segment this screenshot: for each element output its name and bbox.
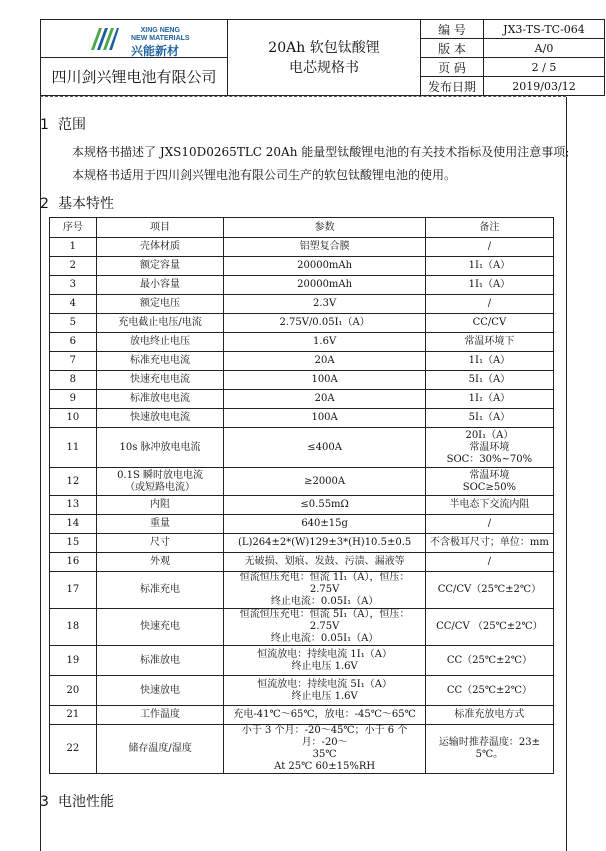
cell-no: 21 xyxy=(50,706,97,725)
cell-note-line: 常温环境 xyxy=(469,441,510,453)
cell-item-line: 快速放电 xyxy=(140,684,181,696)
cell-note-line: CC/CV （25℃±2℃） xyxy=(436,621,543,632)
cell-note-line: 20I₁（A） xyxy=(465,429,514,441)
table-header-row xyxy=(50,218,554,238)
cell-note-line: / xyxy=(487,518,492,529)
cell-param xyxy=(224,390,425,409)
table-row xyxy=(50,314,554,333)
cell-note-line: 半电态下交流内阻 xyxy=(449,499,530,510)
cell-param-line: 铝塑复合膜 xyxy=(299,241,350,252)
cell-param-line: 100A xyxy=(311,412,338,423)
section-performance-heading: 3 电池性能 xyxy=(40,794,114,810)
table-row xyxy=(50,534,554,553)
cell-param-line: At 25℃ 60±15%RH xyxy=(274,761,376,772)
cell-item-line: 快速充电 xyxy=(140,621,181,632)
cell-param xyxy=(224,333,425,352)
cell-param-line: 小于 3 个月：-20～45℃；小于 6 个月：-20～ xyxy=(241,725,408,748)
cell-note xyxy=(425,257,553,276)
cell-note-line: SOC：30%~70% xyxy=(446,453,533,465)
cell-item-line: （或短路电流） xyxy=(125,481,196,493)
cell-note-line: CC/CV xyxy=(472,317,507,328)
cell-no: 10 xyxy=(50,409,97,428)
table-row xyxy=(50,646,554,676)
cell-param xyxy=(224,496,425,515)
cell-param-line: 终止电流：0.05I₁（A） xyxy=(270,596,379,607)
cell-item xyxy=(96,276,224,295)
table-row xyxy=(50,468,554,496)
cell-param xyxy=(224,572,425,609)
cell-note xyxy=(425,725,553,774)
cell-note-line: 1I₁（A） xyxy=(468,355,511,366)
cell-param-line: 20A xyxy=(314,355,335,366)
cell-no: 19 xyxy=(50,646,97,676)
cell-note-line: 运输时推荐温度：23± xyxy=(438,737,540,748)
cell-item xyxy=(96,257,224,276)
cell-param-line: (L)264±2*(W)129±3*(H)10.5±0.5 xyxy=(237,537,412,548)
table-row xyxy=(50,706,554,725)
cell-item xyxy=(96,371,224,390)
logo-cell xyxy=(41,20,228,58)
cell-item-line: 标准充电 xyxy=(140,584,181,595)
cell-no: 12 xyxy=(50,468,97,496)
cell-note xyxy=(425,468,553,496)
table-row xyxy=(50,352,554,371)
cell-item xyxy=(96,534,224,553)
cell-item-line: 10s 脉冲放电电流 xyxy=(119,441,201,453)
cell-item-line: 最小容量 xyxy=(140,279,181,290)
field-value: 2 / 5 xyxy=(484,58,605,77)
cell-note-line: 5I₁（A） xyxy=(468,374,511,385)
cell-no: 16 xyxy=(50,553,97,572)
cell-note xyxy=(425,390,553,409)
cell-note xyxy=(425,706,553,725)
cell-item xyxy=(96,428,224,468)
cell-no: 4 xyxy=(50,295,97,314)
cell-item-line: 额定容量 xyxy=(140,260,181,271)
cell-note xyxy=(425,676,553,706)
cell-note xyxy=(425,515,553,534)
cell-item-line: 0.1S 瞬时放电电流 xyxy=(117,469,203,481)
cell-item-line: 尺寸 xyxy=(150,537,171,548)
cell-item xyxy=(96,409,224,428)
col-header: 项目 xyxy=(96,218,224,238)
cell-no: 18 xyxy=(50,609,97,646)
cell-note xyxy=(425,276,553,295)
cell-note-line: CC/CV（25℃±2℃） xyxy=(437,584,542,595)
cell-param-line: 20000mAh xyxy=(297,279,353,290)
cell-item xyxy=(96,390,224,409)
cell-param xyxy=(224,371,425,390)
cell-item xyxy=(96,352,224,371)
cell-note-line: 5℃。 xyxy=(475,749,504,760)
table-row xyxy=(50,276,554,295)
cell-param xyxy=(224,276,425,295)
cell-item-line: 快速充电电流 xyxy=(130,374,191,385)
company-logo xyxy=(89,26,209,56)
table-row xyxy=(50,496,554,515)
cell-param xyxy=(224,409,425,428)
cell-item xyxy=(96,314,224,333)
cell-item-line: 工作温度 xyxy=(140,709,181,720)
cell-param xyxy=(224,257,425,276)
scope-paragraph-1: 本规格书描述了 JXS10D0265TLC 20Ah 能量型钛酸锂电池的有关技术指标及使用注意事项; xyxy=(72,145,570,159)
cell-param-line: ≤400A xyxy=(307,441,342,453)
cell-no: 13 xyxy=(50,496,97,515)
cell-item-line: 充电截止电压/电流 xyxy=(118,317,202,328)
cell-item-line: 额定电压 xyxy=(140,298,181,309)
cell-note-line: 常温环境 xyxy=(469,469,510,481)
cell-item xyxy=(96,609,224,646)
cell-param-line: 640±15g xyxy=(301,518,348,529)
cell-note-line: CC（25℃±2℃） xyxy=(446,654,532,666)
cell-param xyxy=(224,646,425,676)
cell-no: 22 xyxy=(50,725,97,774)
table-row xyxy=(50,515,554,534)
right-border xyxy=(566,97,567,851)
cell-param-line: 2.3V xyxy=(313,298,337,309)
company-name: 四川剑兴锂电池有限公司 xyxy=(41,58,228,96)
cell-note xyxy=(425,352,553,371)
table-row xyxy=(50,238,554,257)
table-row xyxy=(50,725,554,774)
section-scope-heading: 1 范围 xyxy=(40,117,86,133)
cell-item xyxy=(96,676,224,706)
cell-param-line: ≤0.55mΩ xyxy=(300,499,349,510)
cell-note xyxy=(425,333,553,352)
cell-note xyxy=(425,553,553,572)
doc-title: 20Ah 软包钛酸锂 电芯规格书 xyxy=(228,20,421,96)
cell-item xyxy=(96,646,224,676)
header-table xyxy=(40,19,605,96)
cell-param-line: 恒流恒压充电：恒流 1I₁（A），恒压：2.75V xyxy=(239,572,410,595)
cell-note xyxy=(425,238,553,257)
cell-param xyxy=(224,609,425,646)
cell-note-line: 5I₁（A） xyxy=(468,412,511,423)
table-row xyxy=(50,390,554,409)
cell-item-line: 内阻 xyxy=(150,499,171,510)
cell-note-line: 1I₁（A） xyxy=(468,260,511,271)
cell-item-line: 重量 xyxy=(150,518,171,529)
cell-param-line: 2.75V/0.05I₁（A） xyxy=(279,317,370,328)
cell-note-line: 常温环境下 xyxy=(464,336,515,347)
cell-no: 15 xyxy=(50,534,97,553)
cell-note-line: 不含极耳尺寸；单位：mm xyxy=(429,537,549,548)
field-label: 发布日期 xyxy=(421,77,484,96)
cell-item xyxy=(96,496,224,515)
cell-note-line: CC（25℃±2℃） xyxy=(446,684,532,696)
cell-no: 6 xyxy=(50,333,97,352)
cell-param-line: 恒流恒压充电：恒流 5I₁（A），恒压：2.75V xyxy=(239,609,410,632)
cell-no: 7 xyxy=(50,352,97,371)
cell-note xyxy=(425,428,553,468)
cell-note-line: 1I₁（A） xyxy=(468,393,511,404)
cell-note xyxy=(425,314,553,333)
cell-item xyxy=(96,468,224,496)
cell-param xyxy=(224,706,425,725)
cell-note xyxy=(425,572,553,609)
cell-param-line: 恒流放电：持续电流 1I₁（A） xyxy=(257,648,392,660)
cell-item-line: 标准放电电流 xyxy=(130,393,191,404)
table-row xyxy=(50,572,554,609)
spec-table xyxy=(49,217,554,774)
cell-note xyxy=(425,609,553,646)
cell-param-line: 20000mAh xyxy=(297,260,353,271)
cell-item xyxy=(96,706,224,725)
cell-no: 9 xyxy=(50,390,97,409)
cell-note-line: SOC≥50% xyxy=(462,481,517,493)
cell-no: 8 xyxy=(50,371,97,390)
table-row xyxy=(50,428,554,468)
cell-param-line: 20A xyxy=(314,393,335,404)
cell-item-line: 标准充电电流 xyxy=(130,355,191,366)
table-row xyxy=(50,295,554,314)
table-row xyxy=(50,609,554,646)
cell-item-line: 储存温度/湿度 xyxy=(128,743,192,754)
cell-param xyxy=(224,468,425,496)
col-header: 备注 xyxy=(425,218,553,238)
cell-item xyxy=(96,572,224,609)
cell-note xyxy=(425,371,553,390)
field-value: A/0 xyxy=(484,39,605,58)
field-label: 版 本 xyxy=(421,39,484,58)
cell-note-line: 标准充放电方式 xyxy=(454,709,525,720)
cell-item xyxy=(96,238,224,257)
cell-param xyxy=(224,725,425,774)
cell-note-line: / xyxy=(487,241,492,252)
cell-item xyxy=(96,333,224,352)
cell-no: 14 xyxy=(50,515,97,534)
cell-no: 3 xyxy=(50,276,97,295)
cell-param xyxy=(224,553,425,572)
cell-param xyxy=(224,534,425,553)
logo-en-line1: XING NENG xyxy=(140,27,180,34)
cell-param-line: 无破损、划痕、发鼓、污渍、漏液等 xyxy=(244,556,405,567)
col-header: 参数 xyxy=(224,218,425,238)
logo-mark-icon xyxy=(89,26,119,52)
header-divider xyxy=(40,96,566,97)
field-value: JX3-TS-TC-064 xyxy=(484,20,605,39)
table-row xyxy=(50,333,554,352)
cell-param xyxy=(224,428,425,468)
table-row xyxy=(50,409,554,428)
cell-item-line: 标准放电 xyxy=(140,654,181,666)
cell-note xyxy=(425,496,553,515)
cell-param xyxy=(224,676,425,706)
table-row xyxy=(50,371,554,390)
cell-no: 20 xyxy=(50,676,97,706)
section-basic-heading: 2 基本特性 xyxy=(40,196,114,212)
cell-note xyxy=(425,534,553,553)
cell-note-line: / xyxy=(487,556,492,567)
field-label: 页 码 xyxy=(421,58,484,77)
cell-param-line: 终止电压 1.6V xyxy=(291,690,358,702)
cell-no: 5 xyxy=(50,314,97,333)
cell-param xyxy=(224,238,425,257)
logo-cn: 兴能新材 xyxy=(131,44,180,58)
cell-note-line: 1I₁（A） xyxy=(468,279,511,290)
field-value: 2019/03/12 xyxy=(484,77,605,96)
cell-param xyxy=(224,295,425,314)
table-row xyxy=(50,676,554,706)
cell-item-line: 放电终止电压 xyxy=(130,336,191,347)
field-label: 编 号 xyxy=(421,20,484,39)
cell-item-line: 壳体材质 xyxy=(140,241,181,252)
cell-item xyxy=(96,725,224,774)
col-header: 序号 xyxy=(50,218,97,238)
cell-param-line: 100A xyxy=(311,374,338,385)
cell-param-line: 终止电流：0.05I₁（A） xyxy=(270,633,379,644)
scope-paragraph-2: 本规格书适用于四川剑兴锂电池有限公司生产的软包钛酸锂电池的使用。 xyxy=(72,168,457,182)
cell-no: 17 xyxy=(50,572,97,609)
cell-no: 2 xyxy=(50,257,97,276)
cell-note xyxy=(425,409,553,428)
cell-item xyxy=(96,515,224,534)
cell-item xyxy=(96,553,224,572)
cell-param-line: ≥2000A xyxy=(304,475,346,487)
cell-param-line: 35℃ xyxy=(312,749,337,760)
cell-no: 11 xyxy=(50,428,97,468)
cell-param-line: 充电-41℃～65℃，放电：-45℃～65℃ xyxy=(233,709,416,720)
table-row xyxy=(50,553,554,572)
cell-note-line: / xyxy=(487,298,492,309)
cell-no: 1 xyxy=(50,238,97,257)
cell-note xyxy=(425,295,553,314)
cell-param xyxy=(224,352,425,371)
table-row xyxy=(50,257,554,276)
logo-en-line2: NEW MATERIALS xyxy=(131,35,190,42)
cell-param xyxy=(224,515,425,534)
cell-param xyxy=(224,314,425,333)
cell-note xyxy=(425,646,553,676)
cell-item-line: 外观 xyxy=(150,556,171,567)
cell-item-line: 快速放电电流 xyxy=(130,412,191,423)
cell-param-line: 终止电压 1.6V xyxy=(291,660,358,672)
cell-item xyxy=(96,295,224,314)
cell-param-line: 恒流放电：持续电流 5I₁（A） xyxy=(257,678,392,690)
cell-param-line: 1.6V xyxy=(313,336,337,347)
